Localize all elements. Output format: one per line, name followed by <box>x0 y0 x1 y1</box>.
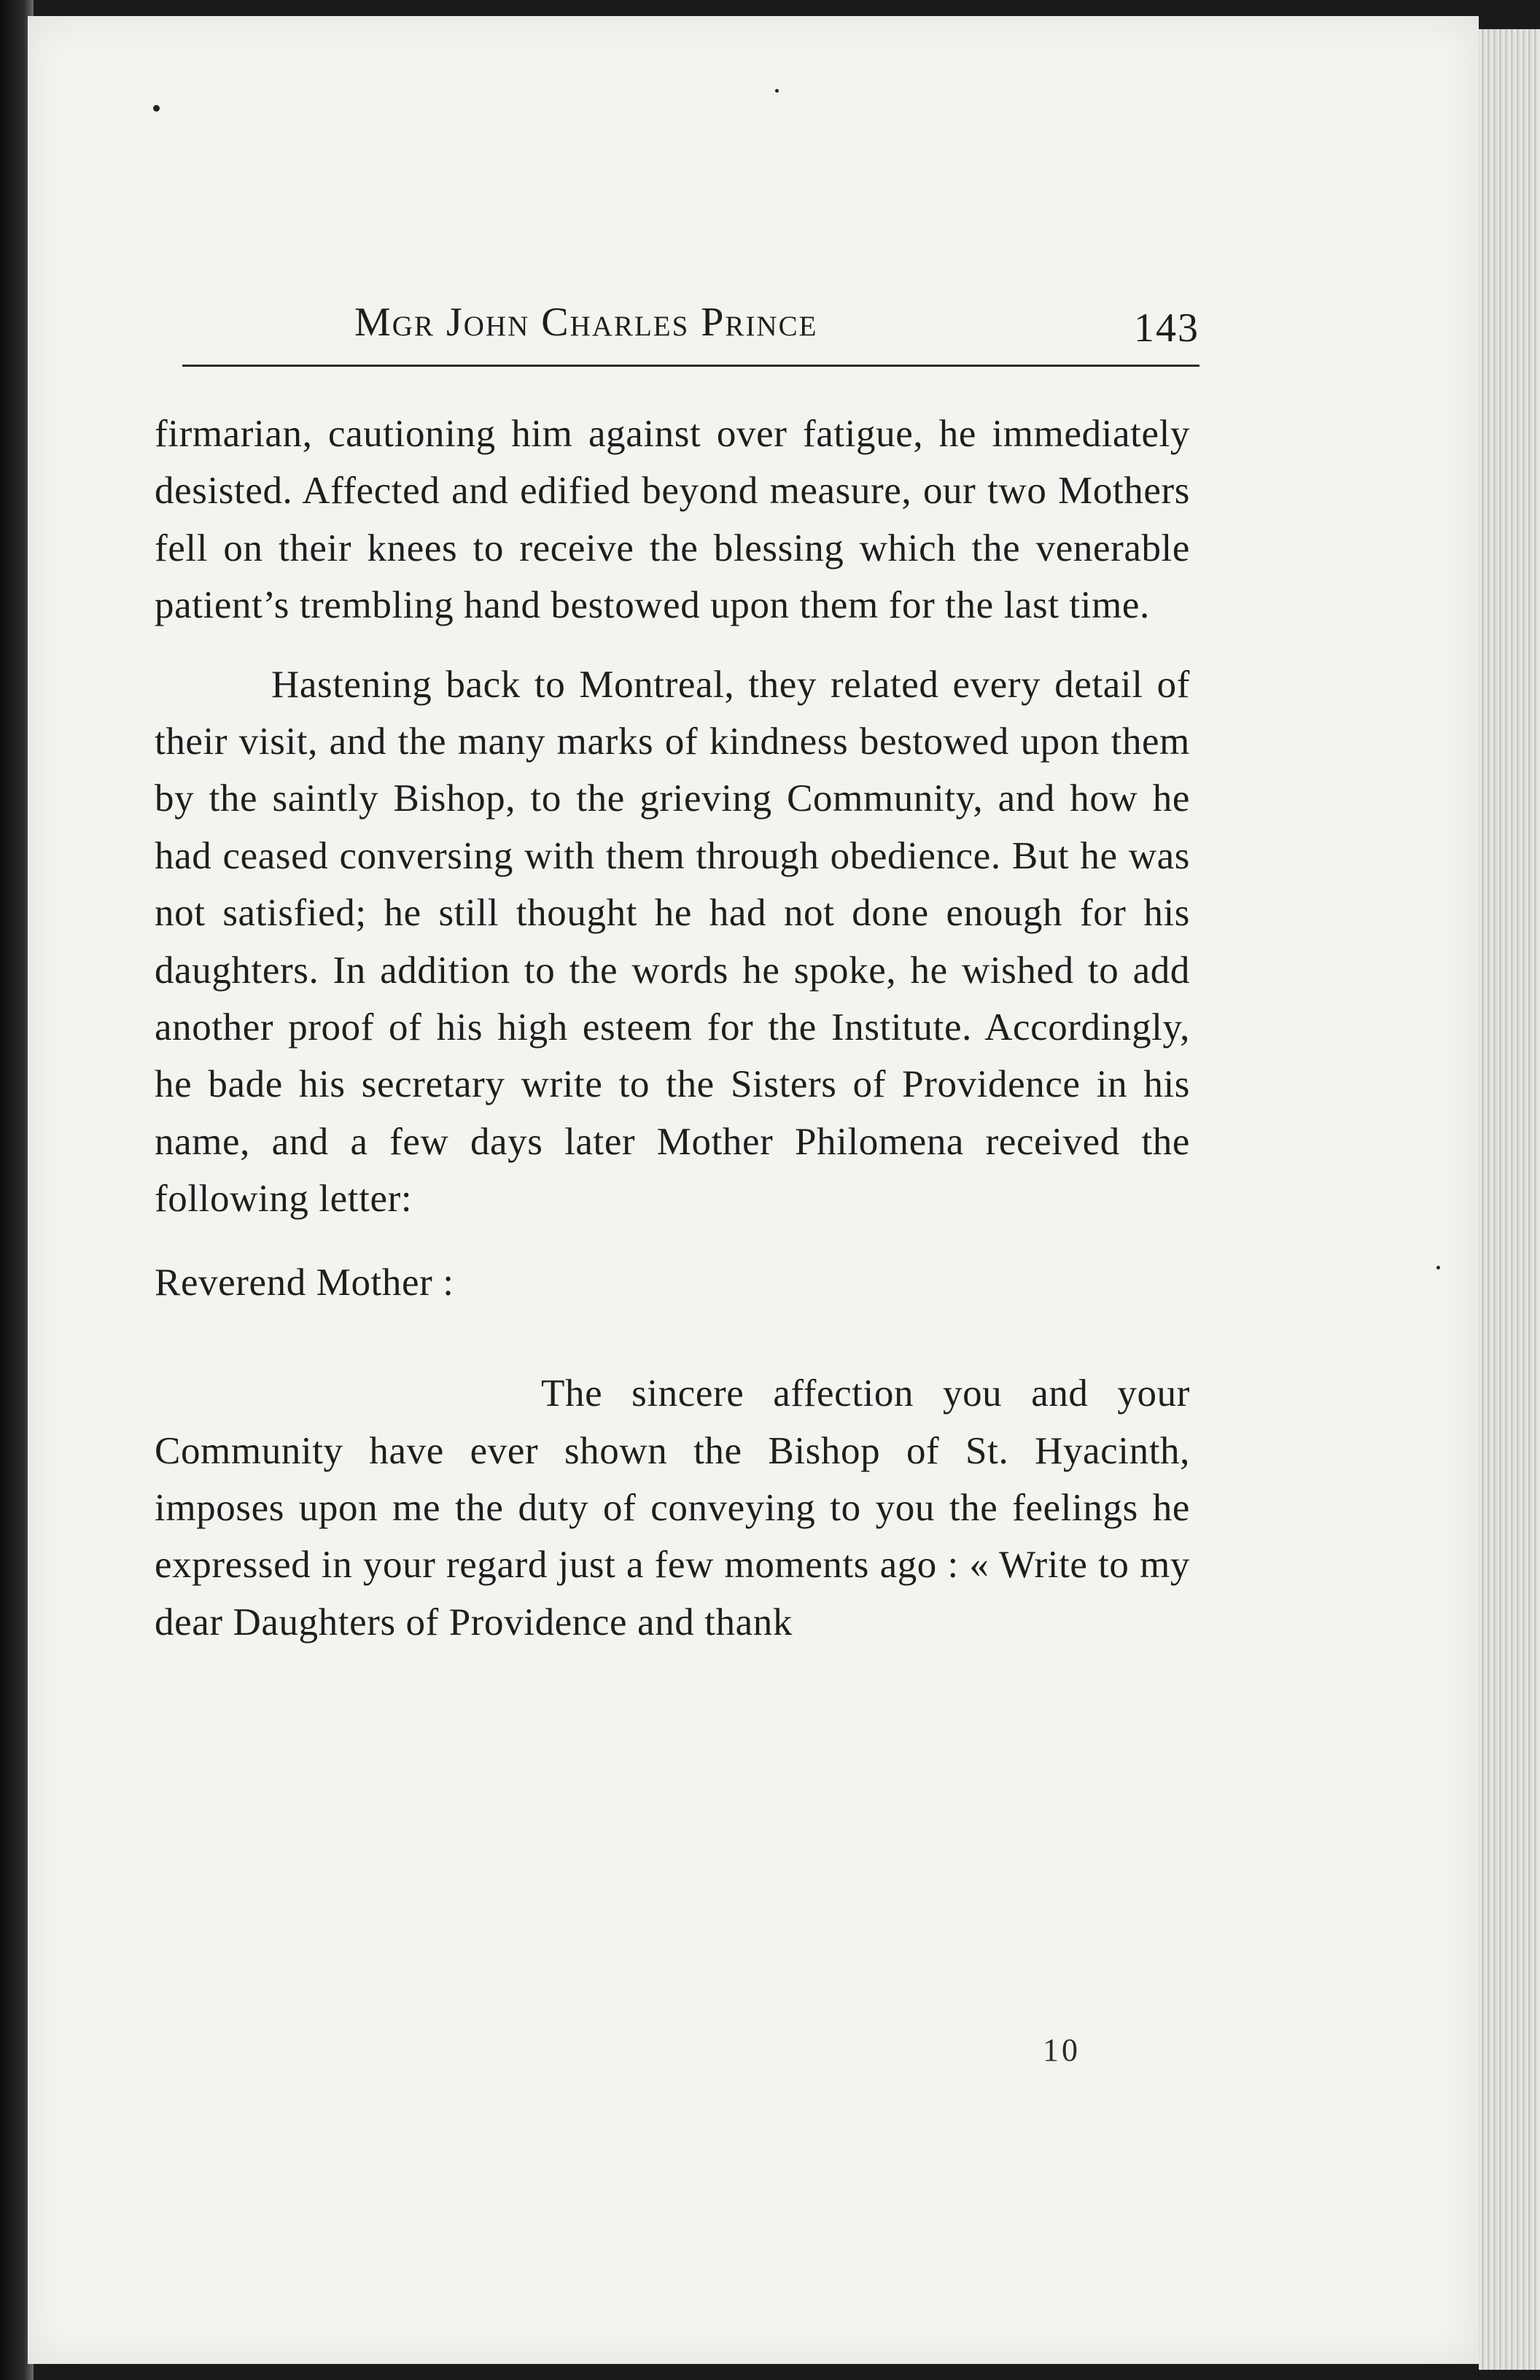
ink-speck <box>775 89 779 93</box>
ink-speck <box>1436 1266 1440 1269</box>
running-title: Mgr John Charles Prince <box>354 300 818 345</box>
letter-body: The sincere affection you and your Community have ever shown the Bishop of St. Hyacinth, imposes upon me the duty of conveying to you the feelings he expressed in your regard just a few moments ago : « Write to my dear Daughters of Providence and thank <box>155 1372 1190 1644</box>
ink-speck <box>153 105 160 112</box>
running-header <box>182 292 1199 357</box>
paragraph: Hastening back to Montreal, they related every detail of their visit, and the many marks of kindness bestowed upon them by the saintly Bishop, to the grieving Community, and how he had ceased conversing with them through obedience. But he was not satisfied; he still thought he had not done enough for his daughters. In addition to the words he spoke, he wished to add another proof of his high esteem for the Institute. Accordingly, he bade his secretary write to the Sisters of Providence in his name, and a few days later Mother Philomena received the following letter: <box>155 663 1190 1221</box>
header-rule <box>182 365 1199 367</box>
page-edges <box>1479 29 1540 2370</box>
printer-signature-mark: 10 <box>1043 2032 1081 2068</box>
paragraph-continued: firmarian, cautioning him against over fatigue, he immediately desisted. Affected and edified beyond measure, our two Mothers fell on their knees to receive the blessing which the venerable patient’s trembling hand bestowed upon them for the last time. <box>155 413 1190 627</box>
page-number: 143 <box>1134 306 1199 351</box>
body-text <box>155 405 1190 1651</box>
letter-salutation: Reverend Mother : <box>155 1261 454 1304</box>
